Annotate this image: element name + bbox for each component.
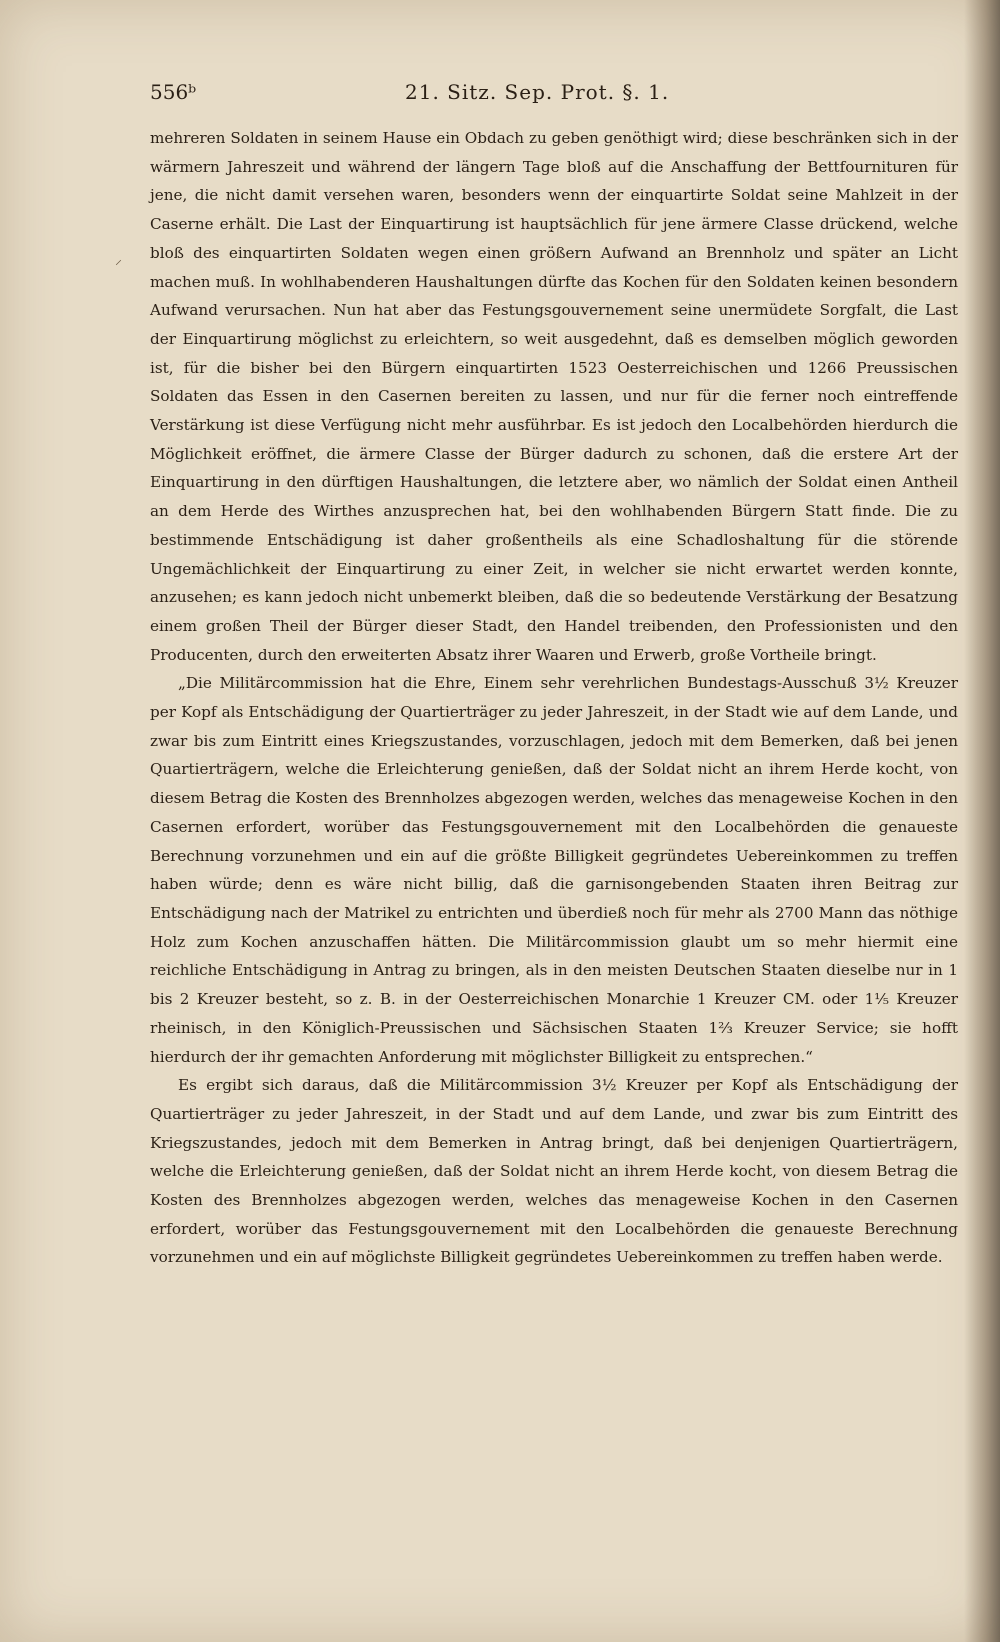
paragraph-2: „Die Militärcommission hat die Ehre, Einem sehr verehrlichen Bundestags-Ausschuß 3½ Kreuzer per Kopf als Entschädigung der Quartierträger zu jeder Jahreszeit, in der Stadt wie auf dem Lande, und zwar bis zum Eintritt eines Kriegszustandes, vorzuschlagen, jedoch mit dem Bemerken, daß bei jenen Quartierträgern, welche die Erleichterung genießen, daß der Soldat nicht an ihrem Herde kocht, von diesem Betrag die Kosten des Brennholzes abgezogen werden, welches das menageweise Kochen in den Casernen erfordert, worüber das Festungsgouvernement mit den Localbehörden die genaueste Berechnung vorzunehmen und ein auf die größte Billigkeit gegründetes Uebereinkommen zu treffen haben würde; denn es wäre nicht billig, daß die garnisongebenden Staaten ihren Beitrag zur Entschädigung nach der Matrikel zu entrichten und überdieß noch für mehr als 2700 Mann das nöthige Holz zum Kochen anzuschaffen hätten. Die Militärcommission glaubt um so mehr hiermit eine reichliche Entschädigung in Antrag zu bringen, als in den meisten Deutschen Staaten dieselbe nur in 1 bis 2 Kreuzer besteht, so z. B. in der Oesterreichischen Monarchie 1 Kreuzer CM. oder 1⅕ Kreuzer rheinisch, in den Königlich-Preussischen und Sächsischen Staaten 1⅔ Kreuzer Service; sie hofft hierdurch der ihr gemachten Anforderung mit möglichster Billigkeit zu entsprechen.“	[150, 674, 958, 1066]
paragraph-3: Es ergibt sich daraus, daß die Militärcommission 3½ Kreuzer per Kopf als Entschädigung der Quartierträger zu jeder Jahreszeit, in der Stadt und auf dem Lande, und zwar bis zum Eintritt des Kriegszustandes, jedoch mit dem Bemerken in Antrag bringt, daß bei denjenigen Quartierträgern, welche die Erleichterung genießen, daß der Soldat nicht an ihrem Herde kocht, von diesem Betrag die Kosten des Brennholzes abgezogen werden, welches das menageweise Kochen in den Casernen erfordert, worüber das Festungsgouvernement mit den Localbehörden die genaueste Berechnung vorzunehmen und ein auf möglichste Billigkeit gegründetes Uebereinkommen zu treffen haben werde.	[150, 1076, 958, 1267]
page-edge-shadow	[964, 0, 1000, 1642]
margin-mark: ⸝	[115, 252, 122, 268]
page-number: 556ᵇ	[150, 80, 197, 104]
paragraph-1: mehreren Soldaten in seinem Hause ein Obdach zu geben genöthigt wird; diese beschränken sich in der wärmern Jahreszeit und während der längern Tage bloß auf die Anschaffung der Bettfournituren für jene, die nicht damit versehen waren, besonders wenn der einquartirte Soldat seine Mahlzeit in der Caserne erhält. Die Last der Einquartirung ist hauptsächlich für jene ärmere Classe drückend, welche bloß des einquartirten Soldaten wegen einen größern Aufwand an Brennholz und später an Licht machen muß. In wohlhabenderen Haushaltungen dürfte das Kochen für den Soldaten keinen besondern Aufwand verursachen. Nun hat aber das Festungsgouvernement seine unermüdete Sorgfalt, die Last der Einquartirung möglichst zu erleichtern, so weit ausgedehnt, daß es demselben möglich geworden ist, für die bisher bei den Bürgern einquartirten 1523 Oesterreichischen und 1266 Preussischen Soldaten das Essen in den Casernen bereiten zu lassen, und nur für die ferner noch eintreffende Verstärkung ist diese Verfügung nicht mehr ausführbar. Es ist jedoch den Localbehörden hierdurch die Möglichkeit eröffnet, die ärmere Classe der Bürger dadurch zu schonen, daß die erstere Art der Einquartirung in den dürftigen Haushaltungen, die letztere aber, wo nämlich der Soldat einen Antheil an dem Herde des Wirthes anzusprechen hat, bei den wohlhabenden Bürgern Statt finde. Die zu bestimmende Entschädigung ist daher großentheils als eine Schadloshaltung für die störende Ungemächlichkeit der Einquartirung zu einer Zeit, in welcher sie nicht erwartet werden konnte, anzusehen; es kann jedoch nicht unbemerkt bleiben, daß die so bedeutende Verstärkung der Besatzung einem großen Theil der Bürger dieser Stadt, den Handel treibenden, den Professionisten und den Producenten, durch den erweiterten Absatz ihrer Waaren und Erwerb, große Vortheile bringt.	[150, 129, 958, 664]
body-text	[150, 124, 958, 1272]
running-head: 21. Sitz. Sep. Prot. §. 1.	[405, 80, 670, 104]
page-header	[150, 80, 950, 110]
